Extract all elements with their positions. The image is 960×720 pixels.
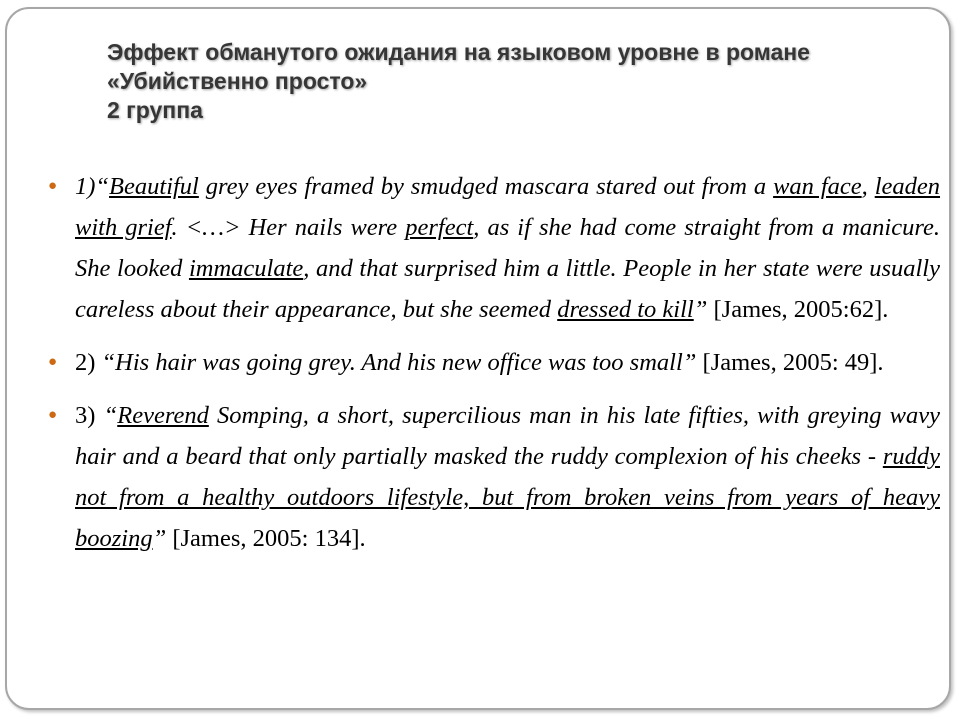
text-run: grey eyes framed by smudged mascara stared out from a	[198, 173, 774, 200]
slide-title-line-2: «Убийственно просто»	[107, 68, 368, 94]
slide-title	[107, 38, 907, 125]
text-run: , and that surprised him a little. People in her state were usually careless about their appearance, but she seemed	[75, 255, 940, 323]
underlined-phrase: ruddy not from a healthy outdoors lifestyle, but from broken veins from years of heavy boozing	[75, 443, 940, 552]
text-run: ”	[152, 525, 167, 552]
text-run: 3)	[75, 402, 104, 429]
underlined-phrase: dressed to kill	[557, 296, 694, 323]
underlined-phrase: perfect	[405, 214, 474, 241]
bullet-item-3	[48, 395, 940, 559]
text-run: “	[103, 402, 118, 429]
underlined-phrase: leaden with grief	[75, 173, 941, 241]
bullet-item-1	[48, 166, 940, 330]
underlined-phrase: Reverend	[117, 402, 209, 429]
text-run: , as if she had come straight from a manicure. She looked	[75, 214, 940, 282]
text-run: ,	[861, 173, 875, 200]
text-run: [James, 2005: 49].	[696, 349, 884, 376]
bullet-item-2	[48, 342, 940, 383]
text-run: Somping, a short, supercilious man in his late fifties, with greying wavy hair and a beard that only partially masked the ruddy complexion of his cheeks -	[75, 402, 940, 470]
underlined-phrase: wan face	[773, 173, 862, 200]
text-run: “His hair was going grey. And his new office was too small”	[101, 349, 697, 376]
text-run: . <…> Her nails were	[171, 214, 406, 241]
bullet-icon: ●	[48, 178, 58, 194]
underlined-phrase: Beautiful	[109, 173, 199, 200]
slide-title-line-3: 2 группа	[107, 97, 203, 123]
text-run: ”	[693, 296, 708, 323]
quote-3	[75, 402, 940, 552]
text-run: [James, 2005: 134].	[166, 525, 366, 552]
text-run: 2)	[75, 349, 102, 376]
quote-2	[75, 349, 884, 376]
slide-body	[48, 166, 940, 559]
quote-1	[75, 173, 940, 323]
bullet-icon: ●	[48, 354, 58, 370]
text-run: [James, 2005:62].	[707, 296, 889, 323]
underlined-phrase: immaculate	[188, 255, 304, 282]
slide-title-line-1: Эффект обманутого ожидания на языковом уровне в романе	[107, 39, 810, 65]
text-run: 1)“	[75, 173, 110, 200]
bullet-icon: ●	[48, 407, 58, 423]
